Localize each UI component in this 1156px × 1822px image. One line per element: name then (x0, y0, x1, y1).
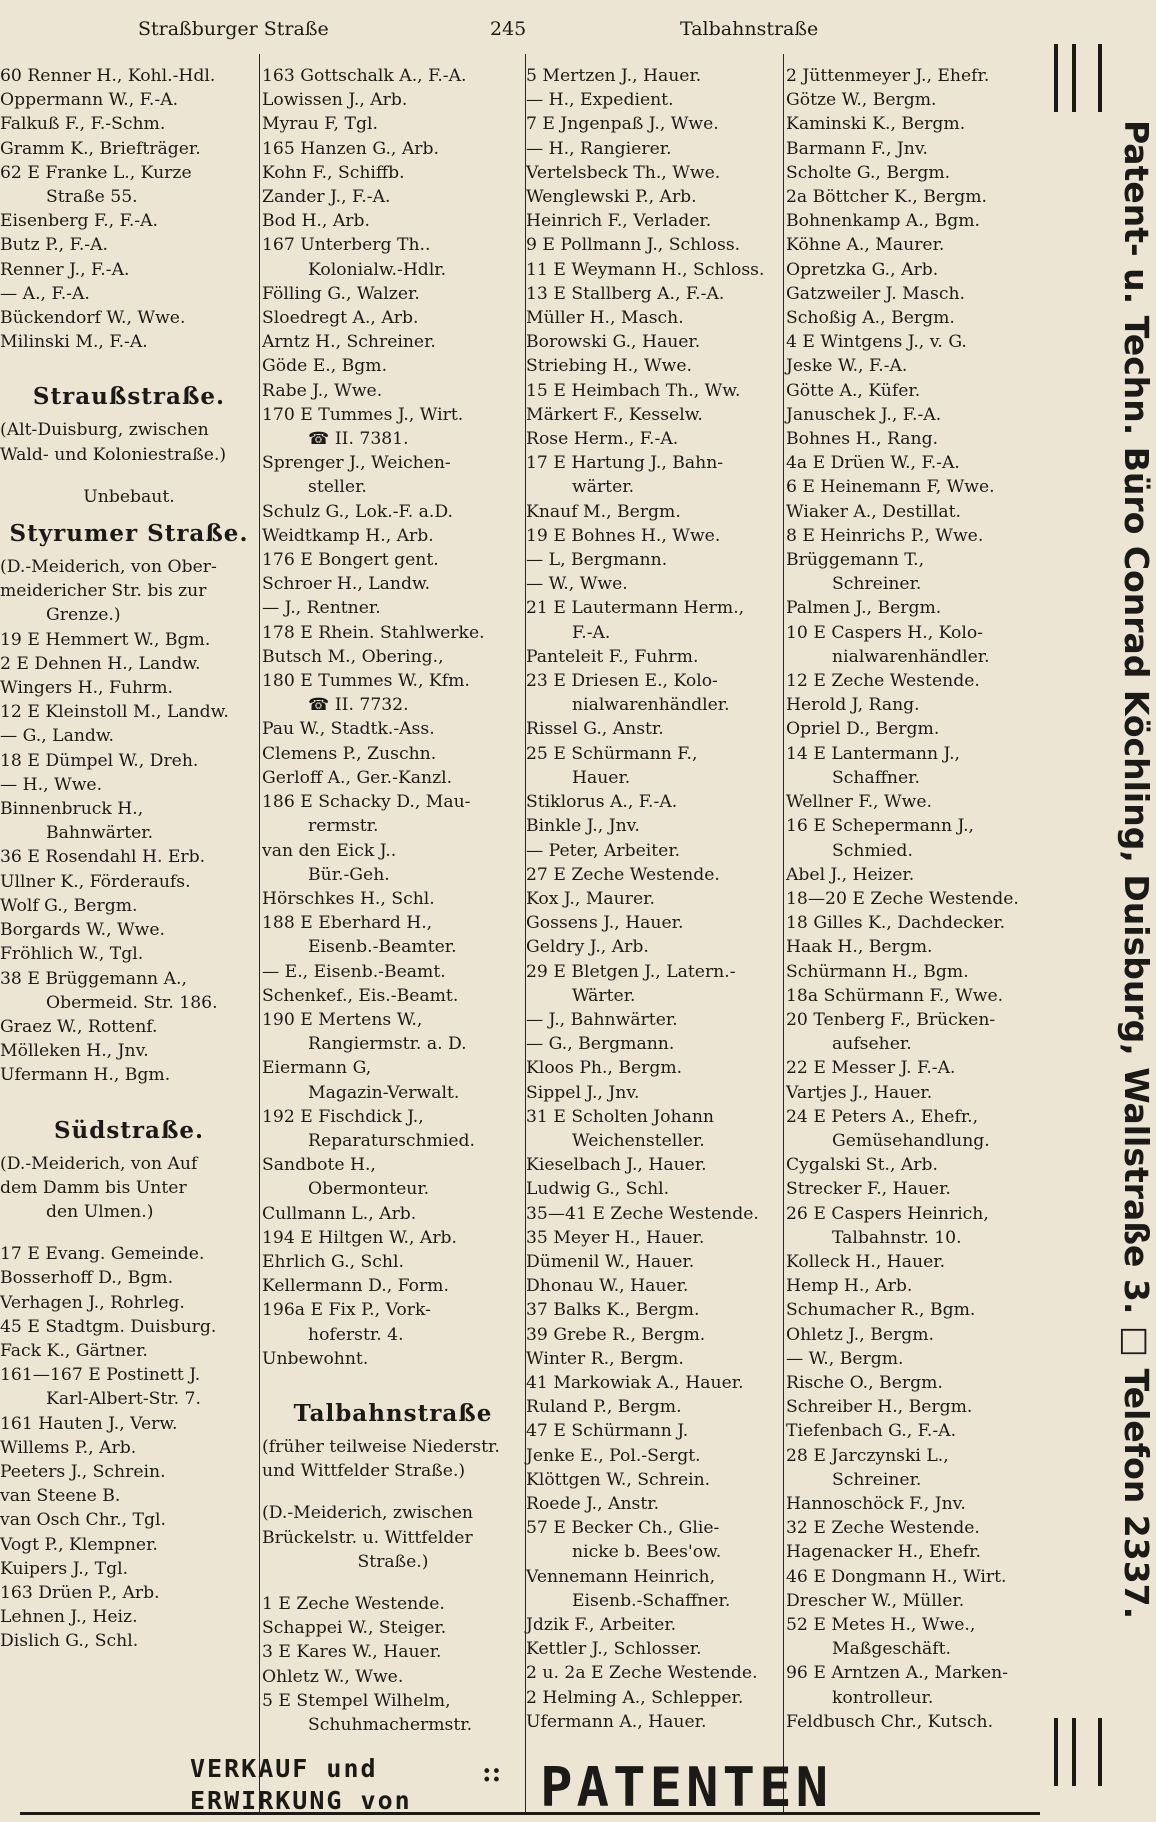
directory-entry: Kloos Ph., Bergm. (526, 1058, 683, 1079)
directory-entry: 15 E Heimbach Th., Ww. (526, 380, 741, 401)
directory-entry: Feldbusch Chr., Kutsch. (786, 1711, 994, 1732)
directory-entry: 35—41 E Zeche Westende. (526, 1203, 759, 1224)
directory-entry: Binkle J., Jnv. (526, 816, 640, 837)
directory-entry: Dümenil W., Hauer. (526, 1251, 695, 1272)
directory-entry: Klöttgen W., Schrein. (526, 1469, 711, 1490)
directory-entry: Vertelsbeck Th., Wwe. (526, 162, 721, 183)
directory-entry: Palmen J., Bergm. (786, 598, 942, 619)
header-right-street: Talbahnstraße (680, 18, 819, 40)
directory-entry: Hemp H., Arb. (786, 1276, 913, 1297)
directory-entry: Kohn F., Schiffb. (262, 162, 405, 183)
directory-entry: 27 E Zeche Westende. (526, 864, 720, 885)
directory-entry: Bosserhoff D., Bgm. (0, 1268, 174, 1289)
directory-entry: Ufermann H., Bgm. (0, 1065, 171, 1086)
directory-entry: 19 E Bohnes H., Wwe. (526, 525, 721, 546)
directory-entry: — H., Wwe. (0, 774, 103, 795)
directory-entry: Herold J, Rang. (786, 695, 920, 716)
directory-entry: 45 E Stadtgm. Duisburg. (0, 1316, 217, 1337)
directory-entry: — Peter, Arbeiter. (526, 840, 681, 861)
directory-entry: — G., Bergmann. (526, 1034, 675, 1055)
directory-entry: 18 E Dümpel W., Dreh. (0, 750, 199, 771)
directory-entry: Wellner F., Wwe. (786, 792, 932, 813)
directory-entry: 28 E Jarczynski L., (786, 1445, 949, 1466)
directory-note: Straße.) (357, 1551, 429, 1572)
directory-entry: 178 E Rhein. Stahlwerke. (262, 622, 485, 643)
directory-entry: ☎ II. 7381. (308, 429, 409, 450)
directory-entry: 31 E Scholten Johann (526, 1106, 714, 1127)
directory-entry: dem Damm bis Unter (0, 1177, 187, 1198)
directory-entry: nialwarenhändler. (572, 695, 730, 716)
directory-entry: Opriel D., Bergm. (786, 719, 940, 740)
directory-entry: Schuhmachermstr. (308, 1715, 473, 1735)
directory-entry: Karl-Albert-Str. 7. (46, 1389, 201, 1410)
directory-entry: Bohnenkamp A., Bgm. (786, 211, 980, 232)
directory-entry: (D.-Meiderich, von Auf (0, 1153, 198, 1174)
spacer (262, 1483, 524, 1501)
directory-entry: Gossens J., Hauer. (526, 913, 684, 934)
directory-entry: Eisenb.-Schaffner. (572, 1590, 731, 1611)
directory-entry: Kettler J., Schlosser. (526, 1639, 702, 1660)
header-left-street: Straßburger Straße (138, 18, 329, 40)
directory-entry: — L, Bergmann. (526, 550, 668, 571)
directory-entry: Göde E., Bgm. (262, 356, 388, 377)
directory-entry: Borgards W., Wwe. (0, 920, 166, 941)
directory-entry: Müller H., Masch. (526, 308, 684, 329)
directory-entry: 46 E Dongmann H., Wirt. (786, 1566, 1007, 1587)
directory-entry: Strecker F., Hauer. (786, 1179, 951, 1200)
directory-entry: Peeters J., Schrein. (0, 1461, 166, 1482)
directory-entry: Ruland P., Bergm. (526, 1397, 682, 1418)
directory-entry: 19 E Hemmert W., Bgm. (0, 629, 211, 650)
directory-entry: 161—167 E Postinett J. (0, 1365, 201, 1386)
directory-entry: Cygalski St., Arb. (786, 1155, 938, 1176)
directory-column-3 (526, 64, 788, 1734)
directory-note: Unbebaut. (83, 486, 175, 507)
directory-entry: (Alt-Duisburg, zwischen (0, 420, 209, 441)
directory-entry: 3 E Kares W., Hauer. (262, 1642, 442, 1663)
street-heading: Südstraße. (53, 1116, 205, 1144)
directory-entry: Brüggemann T., (786, 550, 925, 571)
directory-entry: 192 E Fischdick J., (262, 1106, 424, 1127)
spacer (0, 1224, 258, 1242)
directory-entry: Fröhlich W., Tgl. (0, 944, 144, 965)
directory-entry: Jeske W., F.-A. (786, 356, 908, 377)
directory-entry: 18 Gilles K., Dachdecker. (786, 913, 1006, 934)
directory-entry: 196a E Fix P., Vork- (262, 1300, 431, 1321)
directory-entry: rermstr. (308, 816, 379, 837)
directory-entry: Milinski M., F.-A. (0, 332, 148, 353)
directory-entry: Rabe J., Wwe. (262, 380, 383, 401)
directory-entry: Butsch M., Obering., (262, 646, 444, 667)
directory-entry: 17 E Evang. Gemeinde. (0, 1244, 205, 1265)
directory-entry: (D.-Meiderich, zwischen (262, 1503, 473, 1524)
directory-entry: kontrolleur. (832, 1687, 934, 1708)
directory-entry: Wolf G., Bergm. (0, 895, 138, 916)
advertisement-sidebar (1044, 10, 1156, 1810)
directory-entry: Eiermann G, (262, 1058, 372, 1079)
directory-entry: Ehrlich G., Schl. (262, 1251, 404, 1272)
directory-entry: 29 E Bletgen J., Latern.- (526, 961, 736, 982)
sidebar-ad-text: Patent- u. Techn. Büro Conrad Köchling, Duisburg, Wallstraße 3. □ Telefon 2337. (1117, 120, 1156, 1620)
directory-entry: aufseher. (832, 1034, 912, 1055)
directory-entry: (früher teilweise Niederstr. (262, 1436, 500, 1457)
directory-entry: 32 E Zeche Westende. (786, 1518, 980, 1539)
directory-entry: Gemüsehandlung. (832, 1130, 990, 1151)
directory-entry: Pau W., Stadtk.-Ass. (262, 719, 435, 740)
directory-entry: 2 E Dehnen H., Landw. (0, 653, 201, 674)
directory-entry: Eisenberg F., F.-A. (0, 211, 158, 232)
directory-entry: Schulz G., Lok.-F. a.D. (262, 501, 454, 522)
directory-entry: Schaffner. (832, 767, 920, 788)
directory-entry: (D.-Meiderich, von Ober- (0, 557, 217, 578)
directory-entry: Schappei W., Steiger. (262, 1618, 447, 1639)
directory-entry: Brückelstr. u. Wittfelder (262, 1527, 473, 1548)
directory-entry: Striebing H., Wwe. (526, 356, 692, 377)
directory-entry: van den Eick J.. (262, 840, 397, 861)
directory-entry: Tiefenbach G., F.-A. (786, 1421, 957, 1442)
directory-entry: 18—20 E Zeche Westende. (786, 888, 1019, 909)
directory-entry: Götte A., Küfer. (786, 380, 921, 401)
directory-entry: Schreiner. (832, 1469, 922, 1490)
directory-entry: Wingers H., Fuhrm. (0, 678, 174, 699)
directory-entry: Lehnen J., Heiz. (0, 1607, 138, 1628)
directory-entry: van Steene B. (0, 1486, 121, 1507)
directory-entry: Fölling G., Walzer. (262, 283, 420, 304)
footer-line-1: VERKAUF und (190, 1754, 378, 1783)
directory-entry: Zander J., F.-A. (262, 187, 391, 208)
directory-entry: 161 Hauten J., Verw. (0, 1413, 178, 1434)
directory-entry: ☎ II. 7732. (308, 695, 409, 716)
street-heading: Straußstraße. (32, 383, 226, 411)
directory-entry: 12 E Zeche Westende. (786, 671, 980, 692)
directory-entry: 4 E Wintgens J., v. G. (786, 332, 967, 353)
directory-entry: 9 E Pollmann J., Schloss. (526, 235, 741, 256)
directory-entry: Bahnwärter. (46, 823, 154, 844)
directory-entry: 14 E Lantermann J., (786, 743, 960, 764)
directory-entry: nicke b. Bees'ow. (572, 1542, 722, 1563)
directory-entry: 170 E Tummes J., Wirt. (262, 404, 464, 425)
footer-separator: :: (482, 1758, 502, 1788)
column-divider (259, 54, 260, 1812)
directory-entry: 167 Unterberg Th.. (262, 235, 431, 256)
directory-entry: Rangiermstr. a. D. (308, 1034, 467, 1055)
directory-entry: 13 E Stallberg A., F.-A. (526, 283, 725, 304)
directory-entry: Obermonteur. (308, 1179, 430, 1200)
directory-entry: Ohletz J., Bergm. (786, 1324, 934, 1345)
directory-entry: 7 E Jngenpaß J., Wwe. (526, 114, 719, 135)
directory-entry: Oppermann W., F.-A. (0, 90, 179, 111)
directory-entry: Talbahnstr. 10. (832, 1227, 962, 1248)
directory-entry: Unbewohnt. (262, 1348, 369, 1369)
directory-entry: Willems P., Arb. (0, 1437, 137, 1458)
directory-entry: Myrau F, Tgl. (262, 114, 378, 135)
directory-entry: 5 E Stempel Wilhelm, (262, 1690, 451, 1711)
directory-entry: 2a Böttcher K., Bergm. (786, 187, 987, 208)
directory-entry: 8 E Heinrichs P., Wwe. (786, 525, 984, 546)
directory-entry: Obermeid. Str. 186. (46, 992, 218, 1013)
directory-entry: Gerloff A., Ger.-Kanzl. (262, 767, 453, 788)
directory-entry: Hagenacker H., Ehefr. (786, 1542, 981, 1563)
directory-entry: 165 Hanzen G., Arb. (262, 138, 439, 159)
directory-entry: Grenze.) (46, 605, 121, 626)
directory-entry: 37 Balks K., Bergm. (526, 1300, 700, 1321)
directory-entry: Bohnes H., Rang. (786, 429, 939, 450)
directory-entry: hoferstr. 4. (308, 1324, 404, 1345)
directory-entry: 20 Tenberg F., Brücken- (786, 1009, 996, 1030)
directory-entry: — J., Bahnwärter. (526, 1009, 678, 1030)
directory-entry: Vartjes J., Hauer. (786, 1082, 933, 1103)
footer-headline: PATENTEN (540, 1756, 833, 1819)
directory-entry: Bückendorf W., Wwe. (0, 308, 186, 329)
directory-entry: Schumacher R., Bgm. (786, 1300, 976, 1321)
street-heading: Talbahnstraße (293, 1399, 493, 1427)
directory-entry: 5 Mertzen J., Hauer. (526, 66, 702, 86)
directory-entry: Rissel G., Anstr. (526, 719, 664, 740)
directory-column-1 (0, 64, 258, 1654)
directory-entry: — H., Expedient. (526, 90, 674, 111)
directory-entry: 52 E Metes H., Wwe., (786, 1615, 976, 1635)
directory-entry: Haak H., Bergm. (786, 937, 933, 958)
directory-entry: Lowissen J., Arb. (262, 90, 408, 111)
spacer (262, 1574, 524, 1592)
directory-entry: Heinrich F., Verlader. (526, 211, 712, 232)
directory-entry: Wiaker A., Destillat. (786, 501, 961, 522)
directory-entry: Bür.-Geh. (308, 864, 390, 885)
directory-entry: Geldry J., Arb. (526, 937, 649, 958)
directory-entry: Schoßig A., Bergm. (786, 308, 955, 329)
directory-entry: 36 E Rosendahl H. Erb. (0, 847, 206, 868)
directory-entry: 1 E Zeche Westende. (262, 1593, 445, 1614)
directory-entry: 25 E Schürmann F., (526, 743, 698, 764)
directory-entry: Sandbote H., (262, 1155, 376, 1176)
page-number: 245 (490, 18, 527, 40)
directory-entry: 163 Gottschalk A., F.-A. (262, 66, 467, 86)
directory-entry: Eisenb.-Beamter. (308, 937, 457, 958)
decorative-bars (1054, 44, 1102, 112)
directory-entry: Gramm K., Briefträger. (0, 138, 201, 159)
directory-entry: 41 Markowiak A., Hauer. (526, 1372, 744, 1393)
directory-entry: Vennemann Heinrich, (526, 1566, 716, 1587)
directory-entry: Mölleken H., Jnv. (0, 1041, 149, 1062)
directory-entry: Winter R., Bergm. (526, 1348, 684, 1369)
directory-entry: Ufermann A., Hauer. (526, 1711, 707, 1732)
directory-entry: Ohletz W., Wwe. (262, 1666, 404, 1687)
directory-entry: Gatzweiler J. Masch. (786, 283, 965, 304)
directory-entry: 176 E Bongert gent. (262, 550, 439, 571)
directory-entry: Clemens P., Zuschn. (262, 743, 437, 764)
directory-entry: — W., Bergm. (786, 1348, 904, 1369)
directory-entry: 11 E Weymann H., Schloss. (526, 259, 765, 280)
directory-entry: Weidtkamp H., Arb. (262, 525, 434, 546)
directory-entry: 38 E Brüggemann A., (0, 968, 187, 989)
directory-entry: 10 E Caspers H., Kolo- (786, 622, 983, 643)
directory-entry: 180 E Tummes W., Kfm. (262, 671, 470, 692)
directory-column-4 (786, 64, 1042, 1734)
directory-entry: Maßgeschäft. (832, 1639, 951, 1660)
directory-entry: 188 E Eberhard H., (262, 913, 433, 934)
directory-entry: Cullmann L., Arb. (262, 1203, 417, 1224)
directory-entry: 163 Drüen P., Arb. (0, 1582, 160, 1603)
directory-entry: Rose Herm., F.-A. (526, 429, 679, 450)
directory-entry: Kieselbach J., Hauer. (526, 1155, 707, 1176)
directory-entry: Kox J., Maurer. (526, 888, 655, 909)
directory-entry: — G., Landw. (0, 726, 115, 747)
directory-entry: Dislich G., Schl. (0, 1631, 139, 1652)
directory-entry: Sippel J., Jnv. (526, 1082, 640, 1103)
directory-entry: Binnenbruck H., (0, 799, 144, 820)
directory-entry: Schmied. (832, 840, 913, 861)
directory-entry: 6 E Heinemann F, Wwe. (786, 477, 995, 498)
directory-entry: Schroer H., Landw. (262, 574, 431, 595)
directory-entry: Roede J., Anstr. (526, 1493, 660, 1514)
directory-entry: 24 E Peters A., Ehefr., (786, 1106, 979, 1127)
directory-entry: 26 E Caspers Heinrich, (786, 1203, 989, 1224)
directory-entry: wärter. (572, 477, 635, 498)
directory-entry: 186 E Schacky D., Mau- (262, 792, 471, 813)
directory-entry: Ullner K., Förderaufs. (0, 871, 191, 892)
directory-entry: Renner J., F.-A. (0, 259, 130, 280)
directory-entry: Butz P., F.-A. (0, 235, 108, 256)
directory-entry: Januschek J., F.-A. (786, 404, 942, 425)
directory-entry: 60 Renner H., Kohl.-Hdl. (0, 66, 216, 86)
directory-entry: 21 E Lautermann Herm., (526, 598, 745, 619)
directory-entry: 47 E Schürmann J. (526, 1421, 689, 1442)
directory-entry: nialwarenhändler. (832, 646, 990, 667)
directory-entry: Barmann F., Jnv. (786, 138, 928, 159)
directory-entry: 190 E Mertens W., (262, 1009, 423, 1030)
directory-entry: 2 u. 2a E Zeche Westende. (526, 1663, 758, 1684)
directory-entry: Magazin-Verwalt. (308, 1082, 460, 1103)
street-heading: Styrumer Straße. (9, 520, 249, 548)
directory-entry: den Ulmen.) (46, 1201, 154, 1222)
directory-entry: 4a E Drüen W., F.-A. (786, 453, 960, 474)
directory-entry: 194 E Hiltgen W., Arb. (262, 1227, 458, 1248)
directory-entry: 39 Grebe R., Bergm. (526, 1324, 706, 1345)
directory-entry: Hauer. (572, 767, 631, 788)
directory-entry: — W., Wwe. (526, 574, 628, 595)
directory-entry: Scholte G., Bergm. (786, 162, 951, 183)
directory-entry: Drescher W., Müller. (786, 1590, 965, 1611)
directory-entry: — E., Eisenb.-Beamt. (262, 961, 446, 982)
directory-entry: Köhne A., Maurer. (786, 235, 945, 256)
directory-entry: 35 Meyer H., Hauer. (526, 1227, 705, 1248)
directory-entry: Kaminski K., Bergm. (786, 114, 966, 135)
directory-entry: Borowski G., Hauer. (526, 332, 701, 353)
directory-entry: 2 Helming A., Schlepper. (526, 1687, 744, 1708)
directory-entry: Wald- und Koloniestraße.) (0, 444, 227, 465)
directory-entry: Falkuß F., F.-Schm. (0, 114, 166, 135)
directory-entry: Märkert F., Kesselw. (526, 404, 703, 425)
footer-line-2: ERWIRKUNG von (190, 1786, 412, 1815)
directory-entry: Abel J., Heizer. (786, 864, 915, 885)
directory-entry: 12 E Kleinstoll M., Landw. (0, 702, 229, 723)
directory-entry: Kellermann D., Form. (262, 1276, 449, 1297)
directory-entry: Dhonau W., Hauer. (526, 1276, 689, 1297)
spacer (0, 354, 258, 372)
directory-entry: Hannoschöck F., Jnv. (786, 1493, 966, 1514)
directory-column-2 (262, 64, 524, 1737)
directory-entry: — A., F.-A. (0, 283, 90, 304)
spacer (262, 1371, 524, 1389)
directory-entry: Schreiber H., Bergm. (786, 1397, 973, 1418)
directory-entry: 23 E Driesen E., Kolo- (526, 671, 718, 692)
directory-entry: Graez W., Rottenf. (0, 1016, 158, 1037)
directory-entry: F.-A. (572, 622, 611, 643)
directory-entry: Knauf M., Bergm. (526, 501, 681, 522)
directory-entry: und Wittfelder Straße.) (262, 1461, 466, 1482)
directory-entry: — H., Rangierer. (526, 138, 672, 159)
directory-entry: Schenkef., Eis.-Beamt. (262, 985, 459, 1006)
directory-entry: Reparaturschmied. (308, 1130, 475, 1151)
directory-entry: 17 E Hartung J., Bahn- (526, 453, 724, 474)
directory-entry: Wärter. (572, 985, 636, 1006)
directory-entry: Arntz H., Schreiner. (262, 332, 436, 353)
directory-entry: Vogt P., Klempner. (0, 1534, 158, 1555)
directory-entry: 22 E Messer J. F.-A. (786, 1058, 956, 1079)
directory-entry: steller. (308, 477, 367, 498)
spacer (0, 1088, 258, 1106)
directory-entry: Sloedregt A., Arb. (262, 308, 419, 329)
directory-entry: Schreiner. (832, 574, 922, 595)
directory-entry: Jdzik F., Arbeiter. (526, 1615, 677, 1635)
directory-entry: Kolonialw.-Hdlr. (308, 259, 447, 280)
directory-entry: — J., Rentner. (262, 598, 381, 619)
footer-advertisement (0, 1750, 1146, 1822)
directory-entry: meidericher Str. bis zur (0, 581, 207, 602)
directory-entry: Weichensteller. (572, 1130, 705, 1151)
directory-entry: Hörschkes H., Schl. (262, 888, 435, 909)
directory-entry: 2 Jüttenmeyer J., Ehefr. (786, 66, 990, 86)
directory-entry: Sprenger J., Weichen- (262, 453, 451, 474)
directory-entry: Stiklorus A., F.-A. (526, 792, 678, 813)
directory-entry: Bod H., Arb. (262, 211, 370, 232)
directory-entry: 18a Schürmann F., Wwe. (786, 985, 1004, 1006)
directory-entry: 96 E Arntzen A., Marken- (786, 1663, 1009, 1684)
directory-entry: 16 E Schepermann J., (786, 816, 975, 837)
directory-entry: 62 E Franke L., Kurze (0, 162, 192, 183)
spacer (0, 467, 258, 485)
directory-entry: Schürmann H., Bgm. (786, 961, 969, 982)
directory-entry: Kolleck H., Hauer. (786, 1251, 946, 1272)
directory-entry: Kuipers J., Tgl. (0, 1558, 129, 1579)
directory-entry: van Osch Chr., Tgl. (0, 1510, 166, 1531)
directory-entry: 57 E Becker Ch., Glie- (526, 1518, 720, 1539)
directory-entry: Verhagen J., Rohrleg. (0, 1292, 185, 1313)
directory-entry: Straße 55. (46, 187, 138, 208)
directory-entry: Wenglewski P., Arb. (526, 187, 697, 208)
directory-entry: Götze W., Bergm. (786, 90, 937, 111)
page-header (20, 10, 1020, 46)
directory-entry: Rische O., Bergm. (786, 1372, 943, 1393)
directory-entry: Panteleit F., Fuhrm. (526, 646, 699, 667)
directory-entry: Opretzka G., Arb. (786, 259, 939, 280)
directory-entry: Fack K., Gärtner. (0, 1340, 148, 1361)
directory-entry: Ludwig G., Schl. (526, 1179, 670, 1200)
directory-entry: Jenke E., Pol.-Sergt. (526, 1445, 701, 1466)
